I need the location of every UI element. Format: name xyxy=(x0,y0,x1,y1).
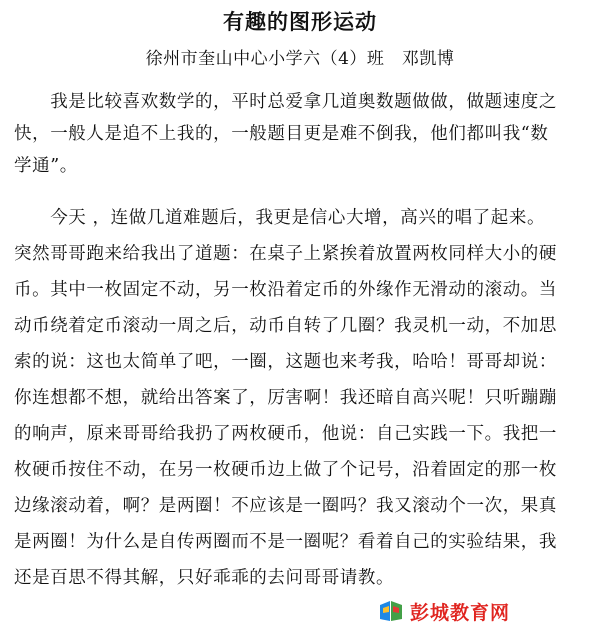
text-line: 还是百思不得其解，只好乖乖的去问哥哥请教。 xyxy=(14,568,395,588)
text-line: 的响声，原来哥哥给我扔了两枚硬币，他说：自己实践一下。我把一 xyxy=(14,424,557,444)
text-line: 今天 ，连做几道难题后，我更是信心大增，高兴的唱了起来。 xyxy=(14,208,546,228)
text-line: 突然哥哥跑来给我出了道题：在桌子上紧挨着放置两枚同样大小的硬 xyxy=(14,244,557,264)
text-line: 快，一般人是追不上我的，一般题目更是难不倒我，他们都叫我“数 xyxy=(14,124,549,144)
watermark-text: 彭城教育网 xyxy=(410,601,511,624)
document-byline: 徐州市奎山中心小学六（4）班 邓凯博 xyxy=(145,49,455,69)
text-line: 索的说：这也太简单了吧，一圈，这题也来考我，哈哈！哥哥却说： xyxy=(14,352,557,372)
text-line: 边缘滚动着，啊？是两圈！不应该是一圈吗？我又滚动个一次，果真 xyxy=(14,496,557,516)
text-line: 我是比较喜欢数学的，平时总爱拿几道奥数题做做，做题速度之 xyxy=(14,92,557,112)
text-line: 币。其中一枚固定不动，另一枚沿着定币的外缘作无滑动的滚动。当 xyxy=(14,280,557,300)
text-line: 是两圈！为什么是自传两圈而不是一圈呢？看着自己的实验结果，我 xyxy=(14,532,557,552)
text-line: 你连想都不想，就给出答案了，厉害啊！我还暗自高兴呢！只听蹦蹦 xyxy=(14,388,557,408)
text-line: 学通”。 xyxy=(14,156,78,176)
text-line: 动币绕着定币滚动一周之后，动币自转了几圈？我灵机一动，不加思 xyxy=(14,316,557,336)
document-title: 有趣的图形运动 xyxy=(223,9,377,34)
book-logo-icon xyxy=(378,599,404,623)
site-watermark xyxy=(378,597,588,625)
text-line: 枚硬币按住不动，在另一枚硬币边上做了个记号，沿着固定的那一枚 xyxy=(14,460,557,480)
